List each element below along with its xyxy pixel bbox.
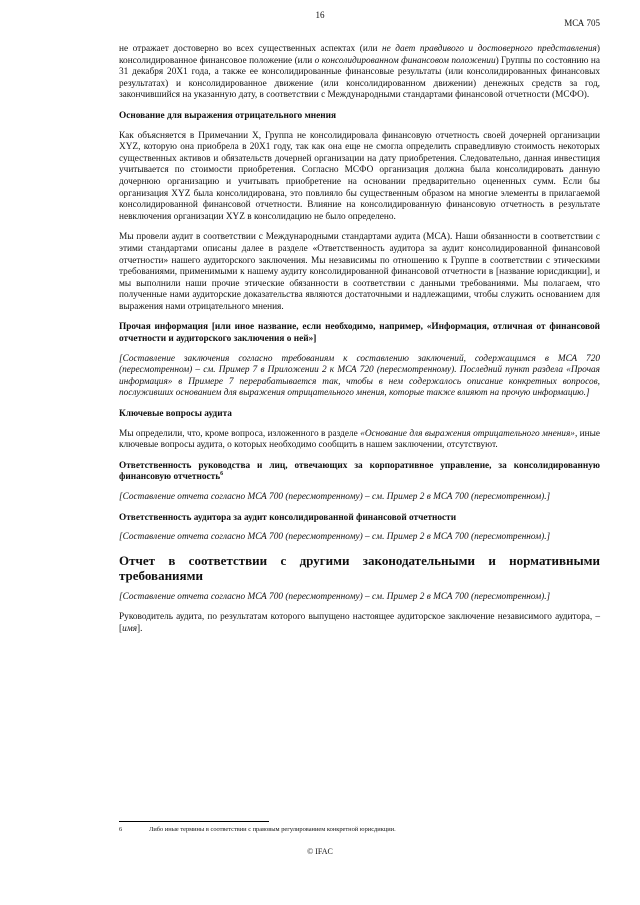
footnote-divider xyxy=(119,821,269,822)
basis-paragraph-2: Мы провели аудит в соответствии с Международными стандартами аудита (МСА). Наши обязанности в соответствии с этими стандартами описаны далее в разделе «Ответственность аудитора за аудит консолидированной финансовой отчетности» нашего аудиторского заключения. Мы независимы по отношению к Группе в соответствии с этическими требованиями, применимыми к нашему аудиту консолидированной финансовой отчетности в [название юрисдикции], и мы выполнили наши прочие этические обязанности в соответствии с данными требованиями. Мы полагаем, что полученные нами аудиторские доказательства являются достаточными и надлежащими, чтобы служить основанием для выражения нами отрицательного мнения. xyxy=(119,232,600,312)
key-audit-matters-heading: Ключевые вопросы аудита xyxy=(119,409,232,420)
text-span: Руководитель аудита, по результатам которого выпущено настоящее аудиторское заключение независимого аудитора, – [ xyxy=(119,612,600,634)
text-span: ) консолидированное финансовое положение (или xyxy=(119,44,600,66)
text-span: ]. xyxy=(137,623,143,634)
basis-heading: Основание для выражения отрицательного мнения xyxy=(119,110,336,121)
italic-span: «Основание для выражения отрицательного мнения» xyxy=(360,428,575,439)
auditor-responsibility-heading: Ответственность аудитора за аудит консолидированной финансовой отчетности xyxy=(119,512,457,523)
management-responsibility-heading xyxy=(119,461,600,484)
italic-span: имя xyxy=(122,623,138,634)
key-audit-matters-paragraph xyxy=(119,429,600,452)
auditor-responsibility-paragraph: [Составление отчета согласно МСА 700 (пересмотренному) – см. Пример 2 в МСА 700 (пересмотренном).] xyxy=(119,532,551,543)
text-span: не отражает достоверно во всех существенных аспектах (или xyxy=(119,44,382,54)
italic-span: не дает правдивого и достоверного представления xyxy=(381,44,597,54)
footnote-ref: 6 xyxy=(220,471,224,478)
footnote-number: 6 xyxy=(119,826,123,833)
footnote xyxy=(119,826,600,834)
text-span: Мы определили, что, кроме вопроса, изложенного в разделе xyxy=(119,428,361,439)
document-id: МСА 705 xyxy=(564,18,600,28)
management-responsibility-paragraph: [Составление отчета согласно МСА 700 (пересмотренному) – см. Пример 2 в МСА 700 (пересмотренном).] xyxy=(119,492,551,502)
basis-paragraph-1: Как объясняется в Примечании X, Группа не консолидировала финансовую отчетность своей дочерней организации XYZ, которую она приобрела в 20X1 году, так как она еще не смогла определить справедливую стоимость некоторых существенных активов и обязательств дочерней организации на дату приобретения. Следовательно, данная инвестиция учитывается по стоимости приобретения. Согласно МСФО организация должна была консолидировать данную дочернюю организацию и учитывать приобретение на основании предварительно оцененных сумм. Если бы организация XYZ была консолидирована, это повлияло бы существенным образом на многие элементы в прилагаемой консолидированной финансовой отчетности. Влияние на консолидированную финансовую отчетность в результате невключения организации XYZ в консолидацию не было определено. xyxy=(119,130,600,222)
other-requirements-paragraph: [Составление отчета согласно МСА 700 (пересмотренному) – см. Пример 2 в МСА 700 (пересмотренном).] xyxy=(119,591,551,602)
other-information-heading: Прочая информация [или иное название, если необходимо, например, «Информация, отличная от финансовой отчетности и аудиторского заключения о ней»] xyxy=(119,322,600,345)
italic-span: о консолидированном финансовом положении xyxy=(314,55,496,66)
main-content xyxy=(119,44,600,645)
other-requirements-heading: Отчет в соответствии с другими законодательными и нормативными требованиями xyxy=(119,552,600,583)
copyright: © IFAC xyxy=(307,847,333,856)
engagement-partner-paragraph xyxy=(119,612,600,635)
text-span: , иные ключевые вопросы аудита, о которых необходимо сообщить в нашем заключении, отсутствуют. xyxy=(119,428,600,451)
opinion-continuation xyxy=(119,44,600,102)
page-number: 16 xyxy=(315,10,325,20)
other-information-paragraph: [Составление заключения согласно требованиям к составлению заключений, содержащимся в МСА 720 (пересмотренном) – см. Пример 7 в Приложении 2 к МСА 720 (пересмотренному). Последний пункт раздела «Прочая информация» в Примере 7 перерабатывается так, чтобы в нем содержалось описание конкретных вопросов, послуживших основанием для выражения отрицательного мнения, которые также влияют на прочую информацию.] xyxy=(119,353,600,399)
text-span: ) Группы по состоянию на 31 декабря 20X1 года, а также ее консолидированные финансовые результаты (или консолидированных финансовых результатах) и консолидированное движение (или консолидированном движении) денежных средств за год, закончившийся на указанную дату, в соответствии с Международными стандартами финансовой отчетности (МСФО). xyxy=(119,55,600,101)
footnote-text: Либо иные термины в соответствии с правовым регулированием конкретной юрисдикции. xyxy=(149,826,396,833)
heading-text: Ответственность руководства и лиц, отвечающих за корпоративное управление, за консолидированную финансовую отчетность xyxy=(119,460,600,483)
